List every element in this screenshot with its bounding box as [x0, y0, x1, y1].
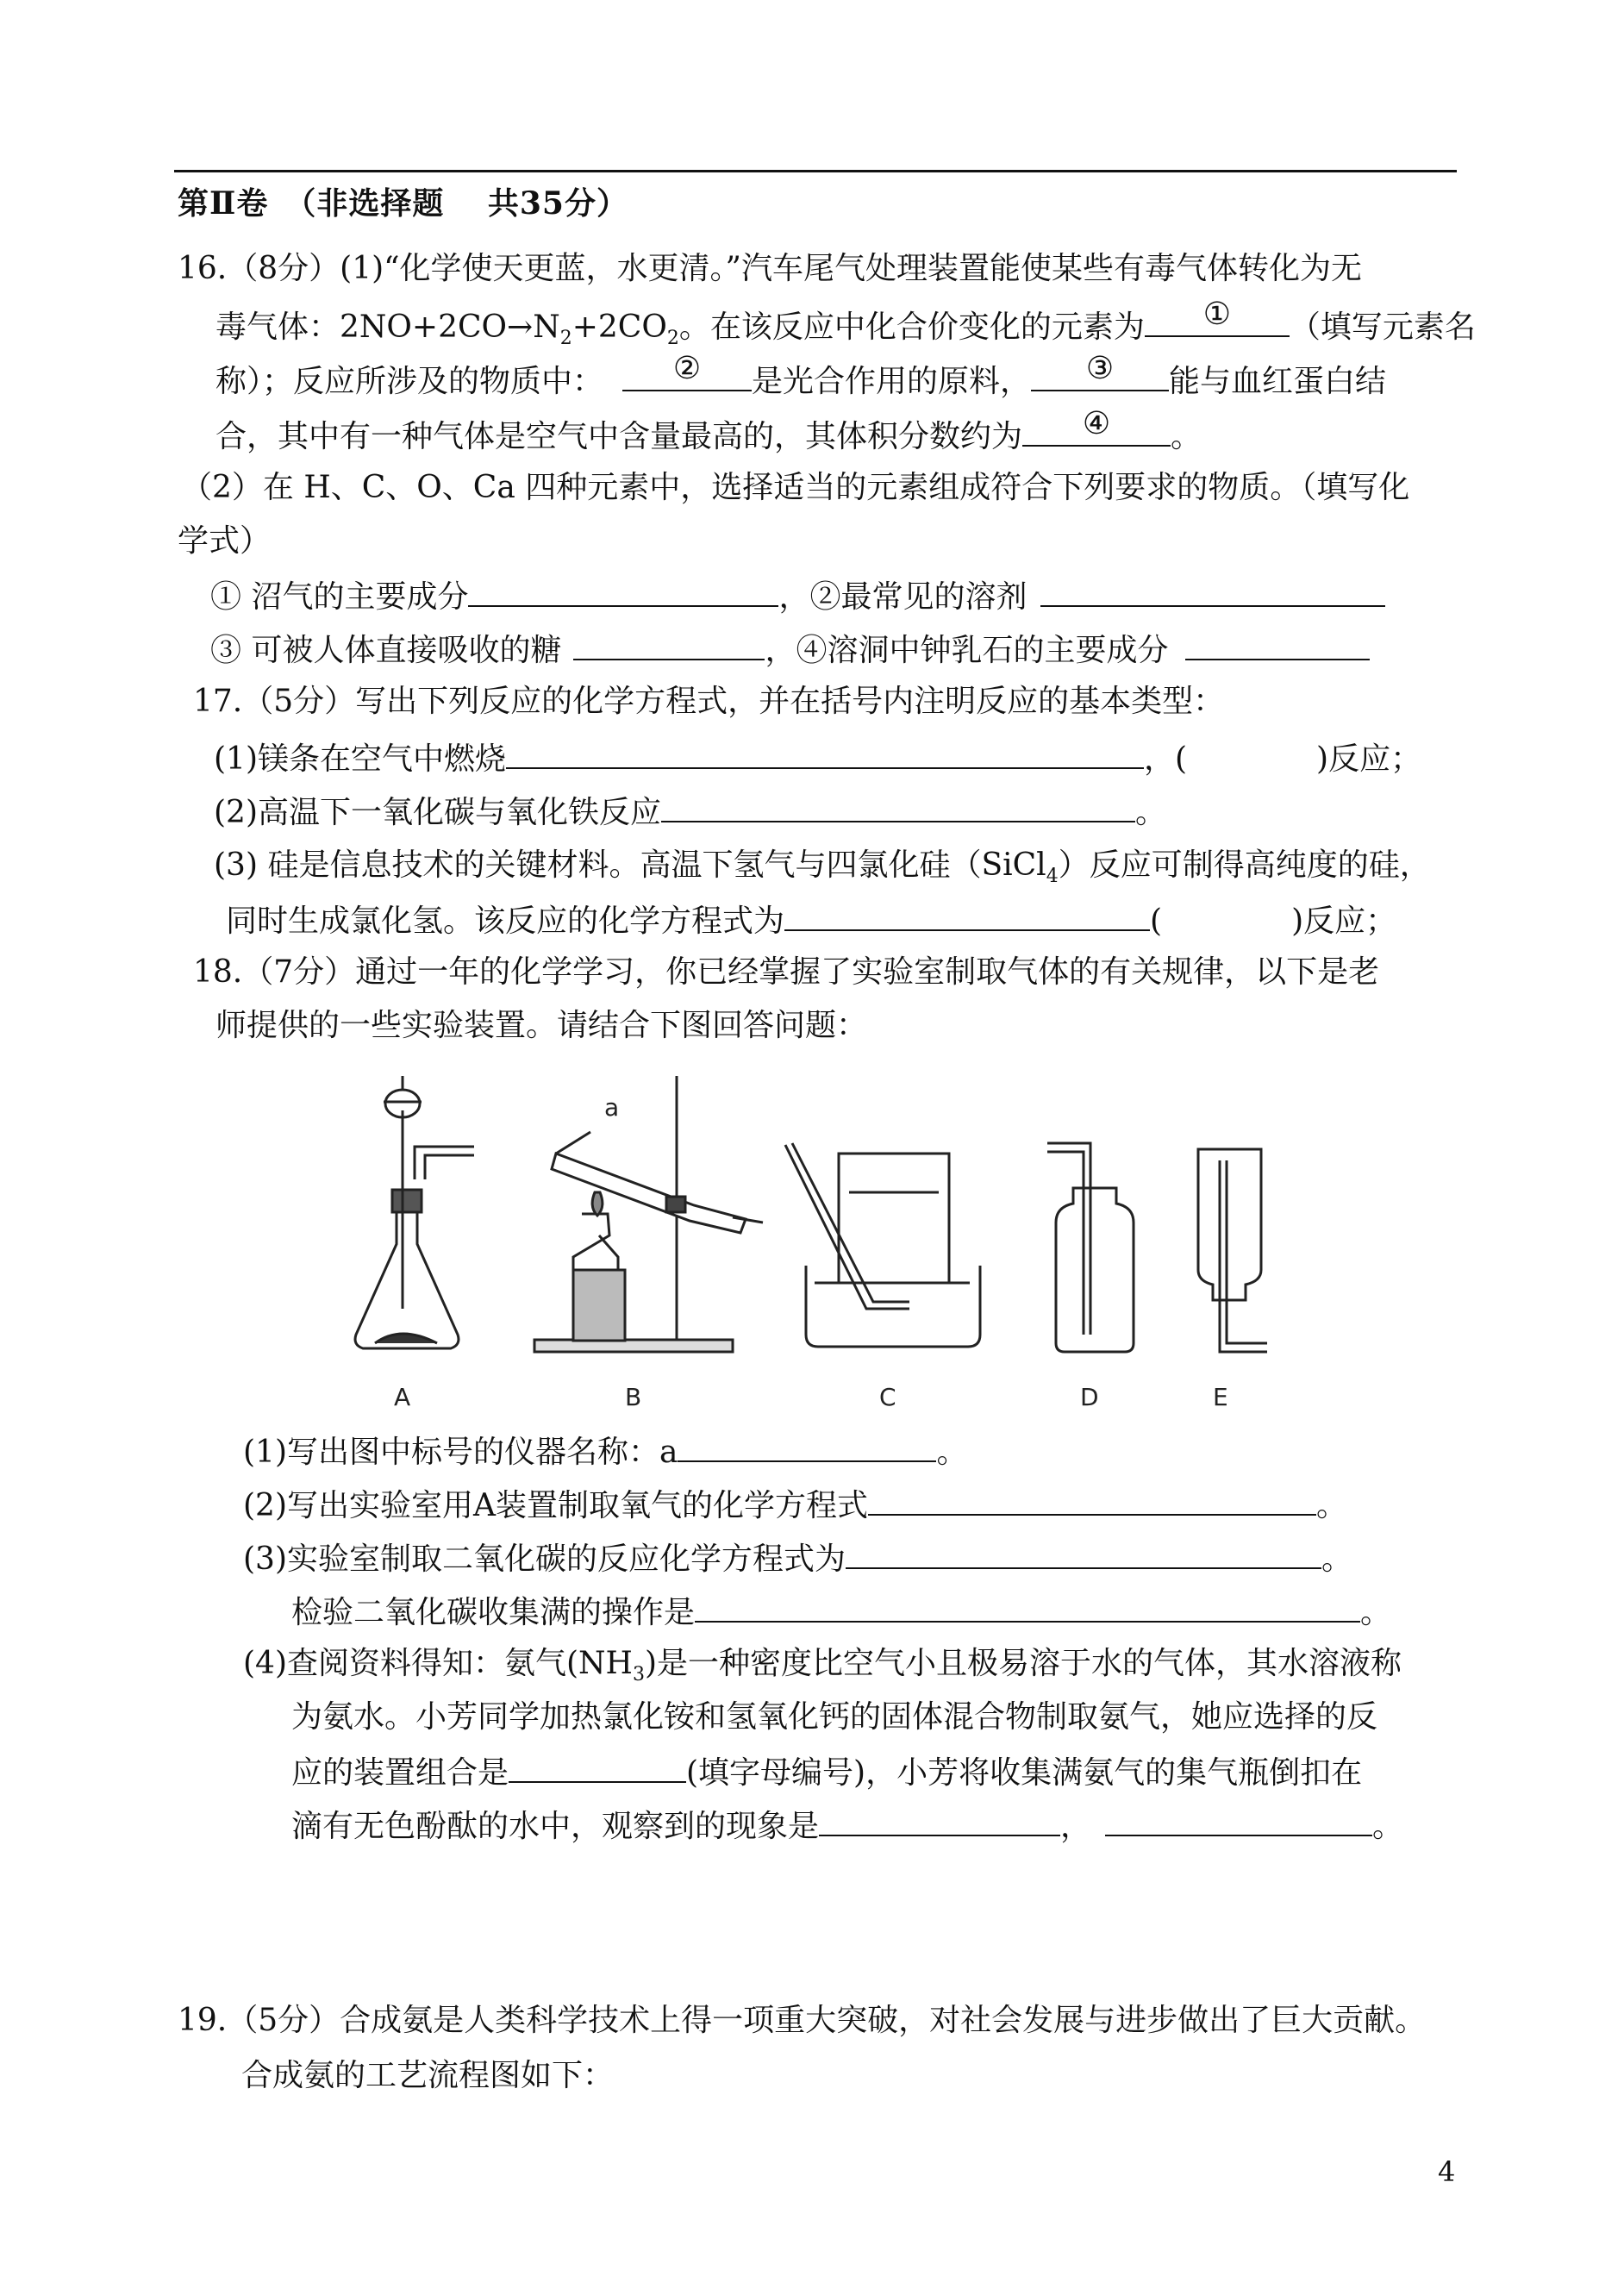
- q16-blank-3[interactable]: ③: [1031, 360, 1169, 391]
- fig-label-E: E: [1213, 1383, 1228, 1411]
- fig-label-D: D: [1080, 1383, 1099, 1411]
- q18-blank-a[interactable]: [678, 1431, 936, 1462]
- fig-label-a: a: [604, 1093, 620, 1122]
- q16-line-7: ① 沼气的主要成分 ，②最常见的溶剂: [210, 576, 1385, 616]
- q16-line-4: 合，其中有一种气体是空气中含量最高的，其体积分数约为 ④ 。: [215, 406, 1202, 454]
- q17-blank-2[interactable]: [661, 791, 1135, 822]
- q18-sub-4: (4)查阅资料得知：氨气$(NH_3)$是一种密度比空气小且极易溶于水的气体，其水溶液称: [243, 1646, 1402, 1686]
- q18-blank-oxygen[interactable]: [868, 1485, 1316, 1516]
- q18-blank-check[interactable]: [695, 1591, 1360, 1623]
- q18-sub-2: (2)写出实验室用A装置制取氧气的化学方程式 。: [243, 1485, 1347, 1525]
- q16-line-3: 称）；反应所涉及的物质中： ② 是光合作用的原料， ③ 能与血红蛋白结: [215, 351, 1387, 399]
- q16-line-6: 学式）: [178, 523, 272, 559]
- q17-line-3: (2)高温下一氧化碳与氧化铁反应 。: [214, 791, 1166, 832]
- q16-blank-2[interactable]: ②: [622, 360, 752, 391]
- q16-line-5: （2）在 H、C、O、Ca 四种元素中，选择适当的元素组成符合下列要求的物质。（填写化: [181, 470, 1410, 505]
- q17-line-5: 同时生成氯化氢。该反应的化学方程式为 ( )反应；: [226, 900, 1396, 941]
- q18-sub-1: (1)写出图中标号的仪器名称：a 。: [243, 1431, 967, 1472]
- q18-line-2: 师提供的一些实验装置。请结合下图回答问题：: [215, 1008, 868, 1043]
- q18-blank-co2[interactable]: [846, 1538, 1321, 1569]
- q17-blank-3[interactable]: [784, 900, 1150, 931]
- q18-sub-3: (3)实验室制取二氧化碳的反应化学方程式为 。: [243, 1538, 1352, 1579]
- q19-line-1: 19.（5分）合成氨是人类科学技术上得一项重大突破，对社会发展与进步做出了巨大贡献。: [178, 2003, 1427, 2038]
- q16-blank-methane[interactable]: [468, 576, 778, 607]
- q16-line-8: ③ 可被人体直接吸收的糖 ，④溶洞中钟乳石的主要成分: [210, 629, 1370, 670]
- q17-blank-1[interactable]: [506, 738, 1144, 769]
- q16-blank-solvent[interactable]: [1040, 576, 1385, 607]
- q16-blank-sugar[interactable]: [573, 629, 765, 660]
- fig-label-C: C: [879, 1383, 896, 1411]
- q16-blank-4[interactable]: ④: [1022, 416, 1171, 447]
- q16-blank-1[interactable]: ①: [1145, 306, 1290, 337]
- fig-label-B: B: [625, 1383, 642, 1411]
- q18-sub-4d: 滴有无色酚酞的水中，观察到的现象是 ， 。: [291, 1805, 1403, 1846]
- lab-apparatus-figure: [297, 1050, 1513, 1421]
- top-rule: [174, 170, 1457, 172]
- section-title: 第Ⅱ卷 （非选择题 共35分）: [178, 185, 628, 222]
- fig-label-A: A: [394, 1383, 411, 1411]
- q18-sub-4b: 为氨水。小芳同学加热氯化铵和氢氧化钙的固体混合物制取氨气，她应选择的反: [291, 1699, 1378, 1735]
- q18-blank-phenomenon-2[interactable]: [1105, 1805, 1372, 1836]
- q18-line-1: 18.（7分）通过一年的化学学习，你已经掌握了实验室制取气体的有关规律，以下是老: [193, 954, 1380, 990]
- q18-sub-3b: 检验二氧化碳收集满的操作是 。: [291, 1591, 1391, 1632]
- q16-line-2: 毒气体：$2NO+2CO\to N_2+2CO_2$。在该反应中化合价变化的元素为 ① （填写元素名: [215, 297, 1476, 350]
- page-number: 4: [1438, 2155, 1456, 2188]
- q17-line-4: (3) 硅是信息技术的关键材料。高温下氢气与四氯化硅（SiCl$_4$）反应可制得高纯度的硅，: [214, 847, 1431, 888]
- q18-sub-4c: 应的装置组合是 (填字母编号)，小芳将收集满氨气的集气瓶倒扣在: [291, 1752, 1362, 1792]
- q19-line-2: 合成氨的工艺流程图如下：: [241, 2058, 615, 2093]
- q18-blank-phenomenon-1[interactable]: [819, 1805, 1060, 1836]
- q18-blank-apparatus[interactable]: [509, 1752, 686, 1783]
- q17-line-1: 17.（5分）写出下列反应的化学方程式，并在括号内注明反应的基本类型：: [193, 684, 1225, 719]
- q17-line-2: (1)镁条在空气中燃烧 ，( )反应；: [214, 738, 1421, 779]
- q16-blank-stalactite[interactable]: [1185, 629, 1370, 660]
- q16-line-1: 16.（8分）(1)“化学使天更蓝，水更清。”汽车尾气处理装置能使某些有毒气体转化为无: [178, 251, 1362, 286]
